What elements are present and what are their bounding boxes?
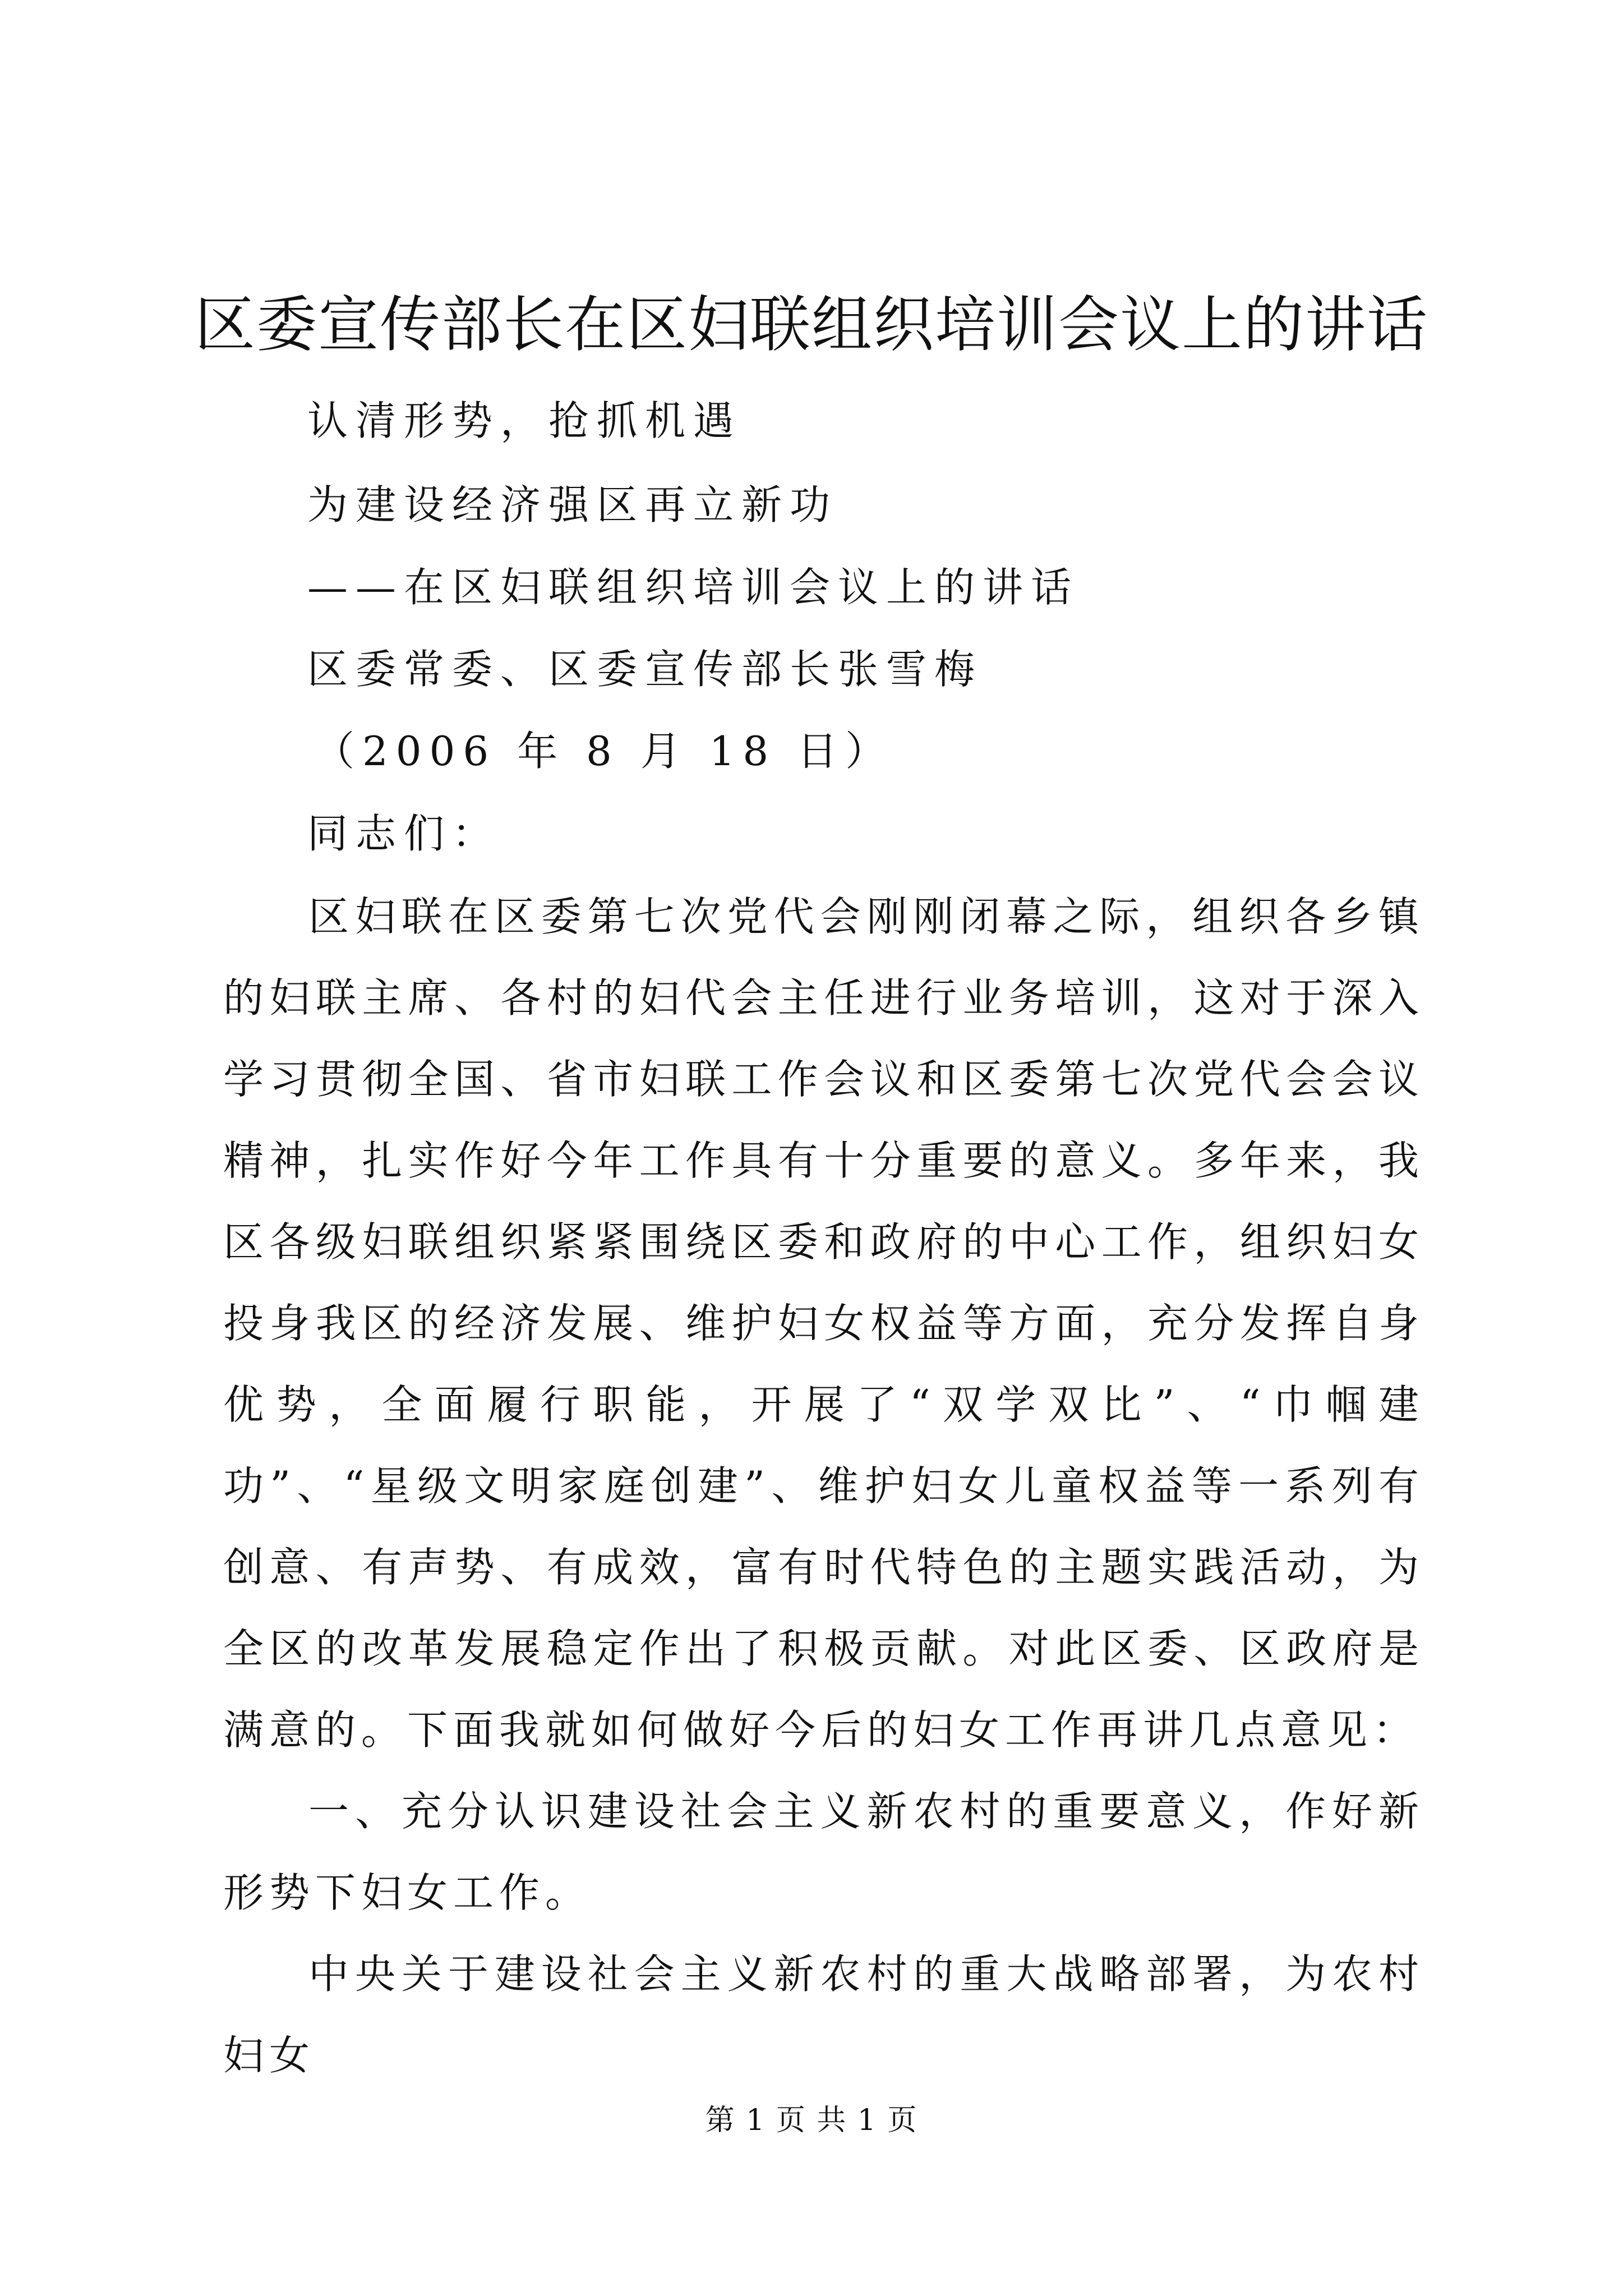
body-paragraph-2: 中央关于建设社会主义新农村的重大战略部署，为农村妇女 bbox=[223, 1950, 1424, 2079]
document-body bbox=[223, 876, 1424, 2096]
document-title: 区委宣传部长在区妇联组织培训会议上的讲话 bbox=[194, 290, 1428, 360]
page-footer: 第 1 页 共 1 页 bbox=[705, 2104, 918, 2137]
subtitle-line-3: ——在区妇联组织培训会议上的讲话 bbox=[307, 564, 1080, 611]
section-heading-1: 一、充分认识建设社会主义新农村的重要意义，作好新形势下妇女工作。 bbox=[223, 1788, 1424, 1916]
author-line: 区委常委、区委宣传部长张雪梅 bbox=[307, 646, 983, 693]
subtitle-line-1: 认清形势，抢抓机遇 bbox=[307, 397, 742, 444]
salutation: 同志们： bbox=[307, 810, 501, 857]
subtitle-line-2: 为建设经济强区再立新功 bbox=[307, 481, 838, 528]
date-line: （2006 年 8 月 18 日） bbox=[314, 728, 894, 775]
body-paragraph-1: 区妇联在区委第七次党代会刚刚闭幕之际，组织各乡镇的妇联主席、各村的妇代会主任进行业务培训，这对于深入学习贯彻全国、省市妇联工作会议和区委第七次党代会会议精神，扎实作好今年工作具有十分重要的意义。多年来，我区各级妇联组织紧紧围绕区委和政府的中心工作，组织妇女投身我区的经济发展、维护妇女权益等方面，充分发挥自身优势，全面履行职能，开展了“双学双比”、“巾帼建功”、“星级文明家庭创建”、维护妇女儿童权益等一系列有创意、有声势、有成效，富有时代特色的主题实践活动，为全区的改革发展稳定作出了积极贡献。对此区委、区政府是满意的。下面我就如何做好今后的妇女工作再讲几点意见： bbox=[223, 893, 1424, 1754]
